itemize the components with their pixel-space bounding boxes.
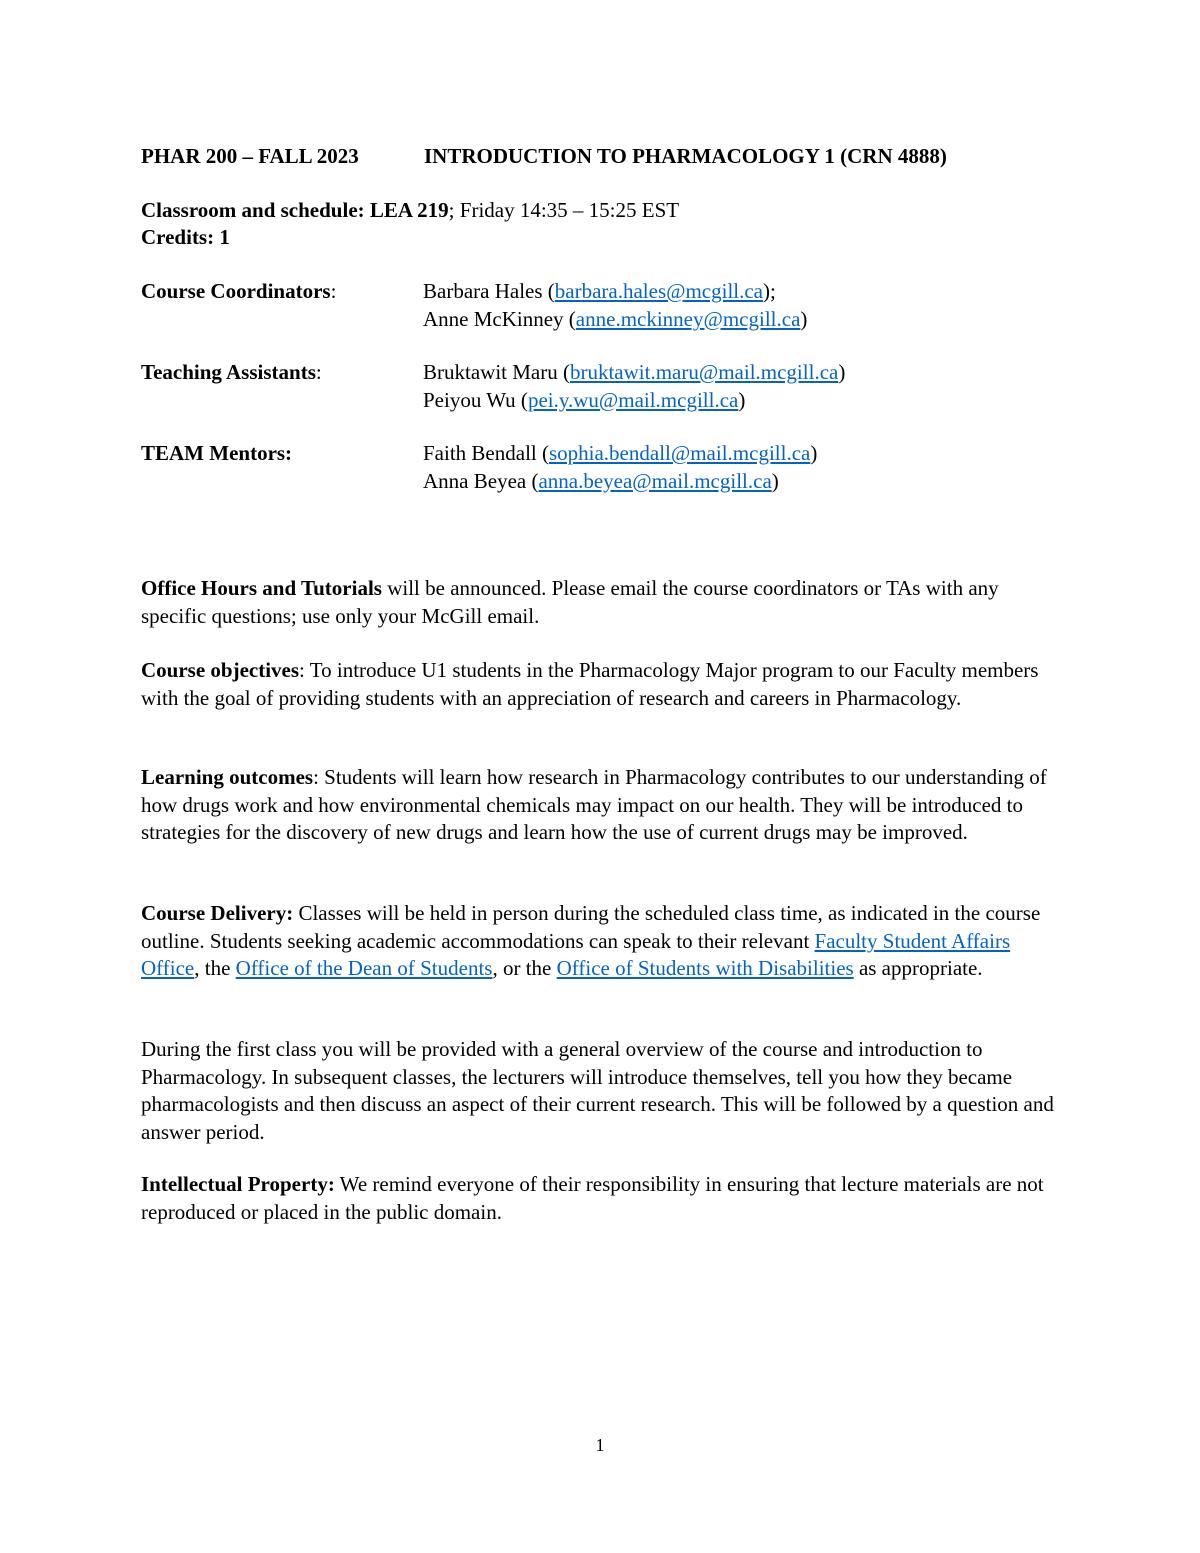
students-with-disabilities-link[interactable]: Office of Students with Disabilities — [556, 956, 854, 980]
dean-of-students-link[interactable]: Office of the Dean of Students — [235, 956, 493, 980]
mentor-suffix: ) — [771, 468, 779, 493]
course-code: PHAR 200 – FALL 2023 — [141, 144, 359, 168]
delivery-text-1: Classes will be held in person during the scheduled class time, as indicated in the course outline. Students seeking academic accommodations can speak to their relevant — [141, 901, 1041, 953]
mentors-label: TEAM Mentors: — [141, 441, 293, 465]
office-hours-label: Office Hours and Tutorials — [141, 576, 382, 600]
objectives-label: Course objectives — [141, 658, 300, 682]
mentor-email-link[interactable]: anna.beyea@mail.mcgill.ca — [538, 468, 772, 493]
mentor-entry — [423, 440, 817, 468]
delivery-text-4: as appropriate. — [853, 956, 983, 980]
coordinator-name: Barbara Hales ( — [423, 279, 555, 303]
objectives-text: : To introduce U1 students in the Pharmacology Major program to our Faculty members with the goal of providing students with an appreciation of research and careers in Pharmacology. — [141, 658, 1039, 710]
assistant-name: Peiyou Wu ( — [423, 387, 528, 412]
mentor-email-link[interactable]: sophia.bendall@mail.mcgill.ca — [548, 441, 811, 465]
delivery-text-2: , the — [194, 956, 236, 980]
credits-line — [141, 224, 230, 252]
credits-label: Credits: 1 — [141, 225, 230, 249]
assistants-colon: : — [315, 360, 322, 384]
delivery-paragraph — [141, 900, 1066, 983]
mentors-label-line — [141, 440, 292, 468]
assistant-suffix: ) — [738, 387, 746, 412]
ip-text: We remind everyone of their responsibility in ensuring that lecture materials are not reproduced or placed in the public domain. — [141, 1172, 1044, 1224]
outcomes-label: Learning outcomes — [141, 765, 314, 789]
mentors-list — [423, 440, 817, 495]
assistant-email-link[interactable]: pei.y.wu@mail.mcgill.ca — [527, 387, 739, 412]
objectives-paragraph — [141, 657, 1066, 712]
coordinator-email-link[interactable]: barbara.hales@mcgill.ca — [554, 279, 764, 303]
schedule-line — [141, 197, 679, 225]
assistant-email-link[interactable]: bruktawit.maru@mail.mcgill.ca — [569, 360, 839, 384]
mentor-entry — [423, 468, 817, 496]
ip-label: Intellectual Property: — [141, 1172, 335, 1196]
course-title: INTRODUCTION TO PHARMACOLOGY 1 (CRN 4888) — [424, 144, 947, 168]
assistant-name: Bruktawit Maru ( — [423, 360, 570, 384]
assistant-entry — [423, 359, 845, 387]
coordinators-label-line — [141, 278, 336, 306]
first-class-paragraph — [141, 1036, 1066, 1146]
mentor-name: Anna Beyea ( — [423, 468, 539, 493]
delivery-text-3: , or the — [492, 956, 557, 980]
delivery-label: Course Delivery: — [141, 901, 294, 925]
coordinator-name: Anne McKinney ( — [423, 306, 576, 331]
office-hours-paragraph — [141, 575, 1066, 630]
assistants-label: Teaching Assistants — [141, 360, 316, 384]
coordinator-suffix: ); — [763, 279, 776, 303]
assistants-label-line — [141, 359, 322, 387]
course-header — [141, 143, 947, 171]
coordinators-label: Course Coordinators — [141, 279, 331, 303]
schedule-time: Friday 14:35 – 15:25 EST — [454, 198, 680, 222]
outcomes-paragraph — [141, 764, 1066, 847]
first-class-text: During the first class you will be provided with a general overview of the course and introduction to Pharmacology. In subsequent classes, the lecturers will introduce themselves, tell you how they became pharmacologists and then discuss an aspect of their current research. This will be followed by a question and answer period. — [141, 1037, 1054, 1144]
assistant-suffix: ) — [838, 360, 846, 384]
mentor-suffix: ) — [810, 441, 818, 465]
assistant-entry — [423, 387, 845, 415]
schedule-label: Classroom and schedule: — [141, 198, 365, 222]
coordinator-entry — [423, 306, 807, 334]
ip-paragraph — [141, 1171, 1066, 1226]
coordinators-list — [423, 278, 807, 333]
coordinators-colon: : — [330, 279, 337, 303]
schedule-separator: ; — [448, 198, 455, 222]
page-number: 1 — [595, 1435, 605, 1455]
coordinator-email-link[interactable]: anne.mckinney@mcgill.ca — [575, 306, 801, 331]
office-hours-text: will be announced. Please email the course coordinators or TAs with any specific questions; use only your McGill email. — [141, 576, 999, 628]
faculty-student-affairs-link[interactable]: Faculty Student Affairs Office — [141, 928, 1011, 980]
coordinator-entry — [423, 278, 807, 306]
coordinator-suffix: ) — [800, 306, 808, 331]
outcomes-text: : Students will learn how research in Pharmacology contributes to our understanding of how drugs work and how environmental chemicals may impact on our health. They will be introduced to strategies for the discovery of new drugs and learn how the use of current drugs may be improved. — [141, 765, 1047, 844]
mentor-name: Faith Bendall ( — [423, 441, 549, 465]
assistants-list — [423, 359, 845, 414]
schedule-room: LEA 219 — [369, 198, 449, 222]
